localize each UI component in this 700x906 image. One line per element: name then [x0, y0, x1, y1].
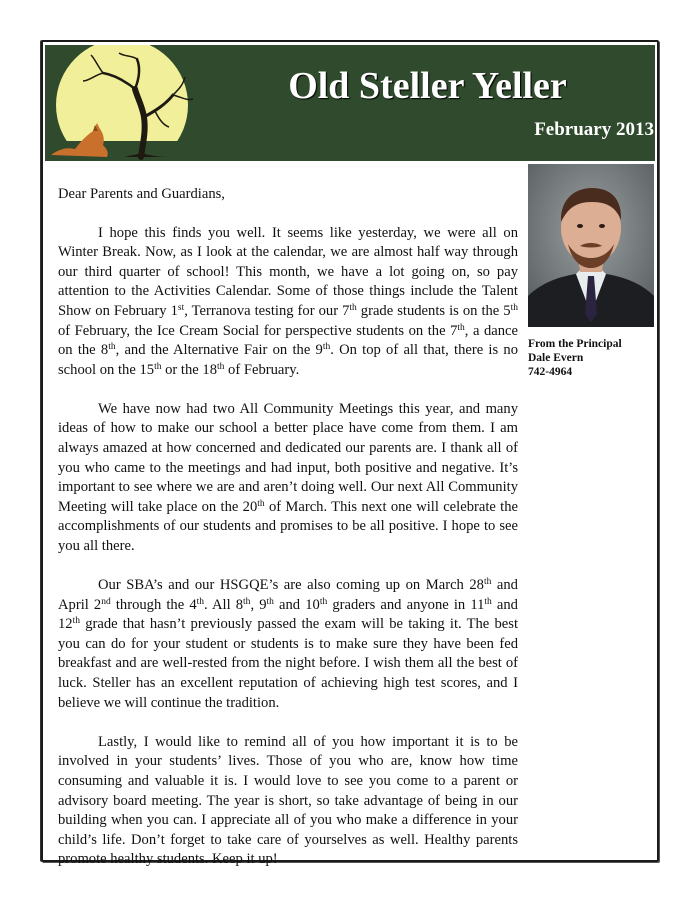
newsletter-title: Old Steller Yeller [288, 65, 567, 107]
principal-caption [528, 337, 656, 379]
letter-paragraph-2: We have now had two All Community Meetings this year, and many ideas of how to make our school a better place have come from them. I am always amazed at how concerned and dedicated our parents are. I thank all of you who came to the meetings and had input, both positive and negative. It’s important to see where we are and aren’t doing well. Our next All Community Meeting will take place on the 20th of March. This next one will celebrate the accomplishments of our students and promises to be all positive. I hope to see you all there. [58, 400, 518, 554]
letter-paragraph-1: I hope this finds you well. It seems like yesterday, we were all on Winter Break. Now, as I look at the calendar, we are almost half way through our third quarter of school! This month, we have a lot going on, so pay attention to the Activities Calendar. Some of those things include the Talent Show on February 1st, Terranova testing for our 7th grade students is on the 5th of February, the Ice Cream Social for perspective students on the 7th, a dance on the 8th, and the Alternative Fair on the 9th. On top of all that, there is no school on the 15th or the 18th of February. [58, 224, 518, 378]
principal-photo-icon [528, 164, 654, 327]
caption-name: Dale Evern [528, 352, 584, 364]
caption-role: From the Principal [528, 338, 622, 350]
letter-paragraph-4: Lastly, I would like to remind all of you how important it is to be involved in your students’ lives. Those of you who are, know how time consuming and valuable it is. I would love to see you come to a parent or advisory board meeting. The year is short, so take advantage of being in our building when you can. I appreciate all of you who make a difference in your child’s life. Don’t forget to take care of yourselves as well. Healthy parents promote healthy students. Keep it up! [58, 733, 518, 868]
caption-phone: 742-4964 [528, 366, 573, 378]
principal-letter [58, 185, 518, 870]
issue-date: February 2013 [534, 119, 654, 140]
moon-tree-wolf-logo-icon [45, 45, 200, 161]
letter-salutation: Dear Parents and Guardians, [58, 186, 225, 202]
letter-paragraph-3: Our SBA’s and our HSGQE’s are also coming up on March 28th and April 2nd through the 4th. All 8th, 9th and 10th graders and anyone in 11th and 12th grade that hasn’t previously passed the exam will be taking it. The best you can do for your student or students is to make sure they have been fed breakfast and are well-rested from the night before. I wish them all the best of luck. Steller has an excellent reputation of achieving high test scores, and I believe we will continue the tradition. [58, 577, 518, 711]
